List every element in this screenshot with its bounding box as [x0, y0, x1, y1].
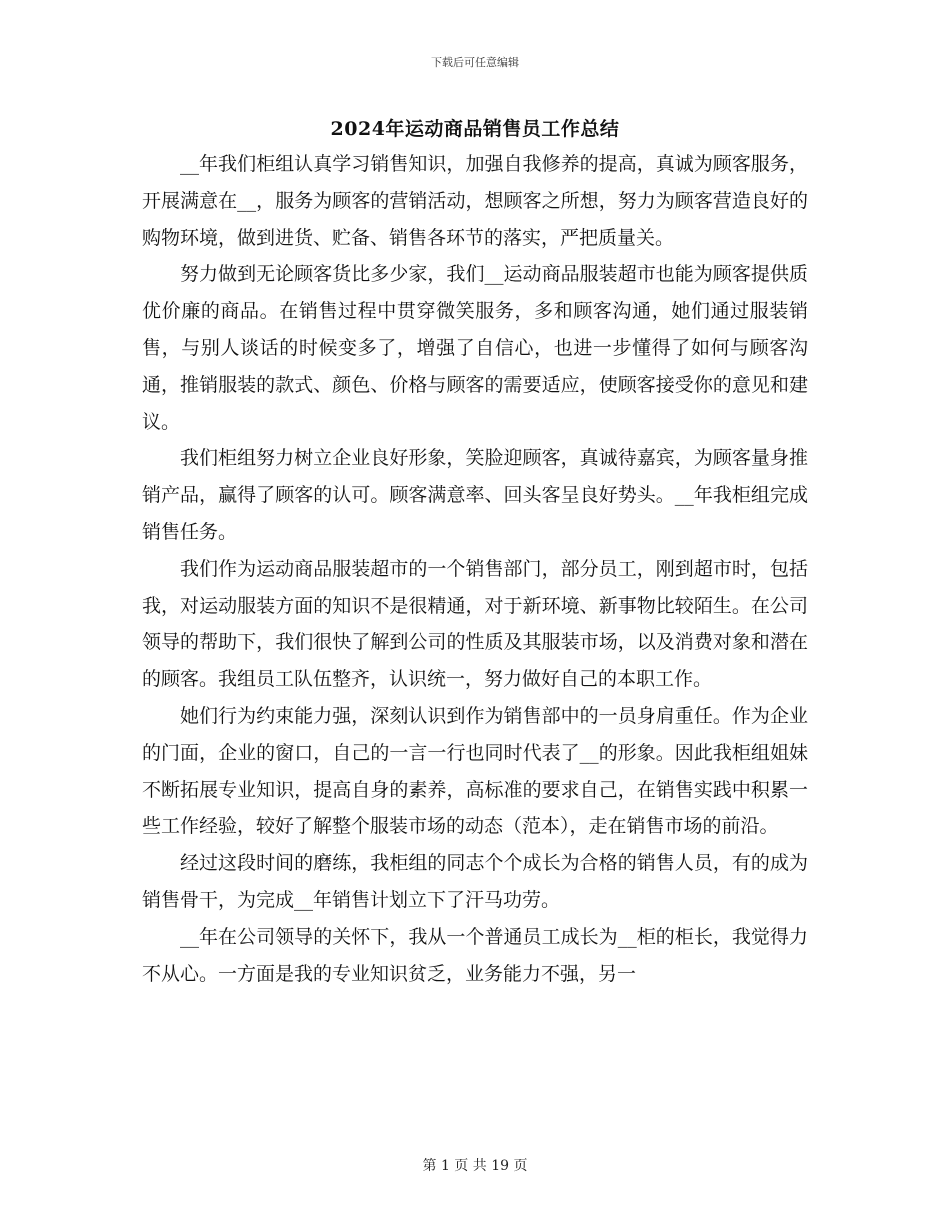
paragraph: 我们作为运动商品服装超市的一个销售部门，部分员工，刚到超市时，包括我，对运动服装方面的知识不是很精通，对于新环境、新事物比较陌生。在公司领导的帮助下，我们很快了解到公司的性质及其服装市场，以及消费对象和潜在的顾客。我组员工队伍整齐，认识统一，努力做好自己的本职工作。 — [142, 557, 808, 691]
paragraph: 经过这段时间的磨练，我柜组的同志个个成长为合格的销售人员，有的成为销售骨干，为完成__年销售计划立下了汗马功劳。 — [142, 852, 808, 911]
paragraph: __年我们柜组认真学习销售知识，加强自我修养的提高，真诚为顾客服务，开展满意在__，服务为顾客的营销活动，想顾客之所想，努力为顾客营造良好的购物环境，做到进货、贮备、销售各环节的落实，严把质量关。 — [142, 153, 808, 249]
paragraph: 努力做到无论顾客货比多少家，我们__运动商品服装超市也能为顾客提供质优价廉的商品。在销售过程中贯穿微笑服务，多和顾客沟通，她们通过服装销售，与别人谈话的时候变多了，增强了自信心，也进一步懂得了如何与顾客沟通，推销服装的款式、颜色、价格与顾客的需要适应，使顾客接受你的意见和建议。 — [142, 263, 808, 433]
paragraph: 我们柜组努力树立企业良好形象，笑脸迎顾客，真诚待嘉宾，为顾客量身推销产品，赢得了顾客的认可。顾客满意率、回头客呈良好势头。__年我柜组完成销售任务。 — [142, 447, 808, 543]
document-body — [142, 146, 808, 992]
paragraph: __年在公司领导的关怀下，我从一个普通员工成长为__柜的柜长，我觉得力不从心。一方面是我的专业知识贫乏，业务能力不强，另一 — [142, 925, 808, 985]
header-note: 下载后可任意编辑 — [431, 56, 519, 69]
page-number: 第 1 页 共 19 页 — [422, 1158, 528, 1174]
document-title: 2024年运动商品销售员工作总结 — [330, 118, 620, 140]
paragraph: 她们行为约束能力强，深刻认识到作为销售部中的一员身肩重任。作为企业的门面，企业的窗口，自己的一言一行也同时代表了__的形象。因此我柜组姐妹不断拓展专业知识，提高自身的素养，高标准的要求自己，在销售实践中积累一些工作经验，较好了解整个服装市场的动态（范本），走在销售市场的前沿。 — [142, 704, 808, 838]
